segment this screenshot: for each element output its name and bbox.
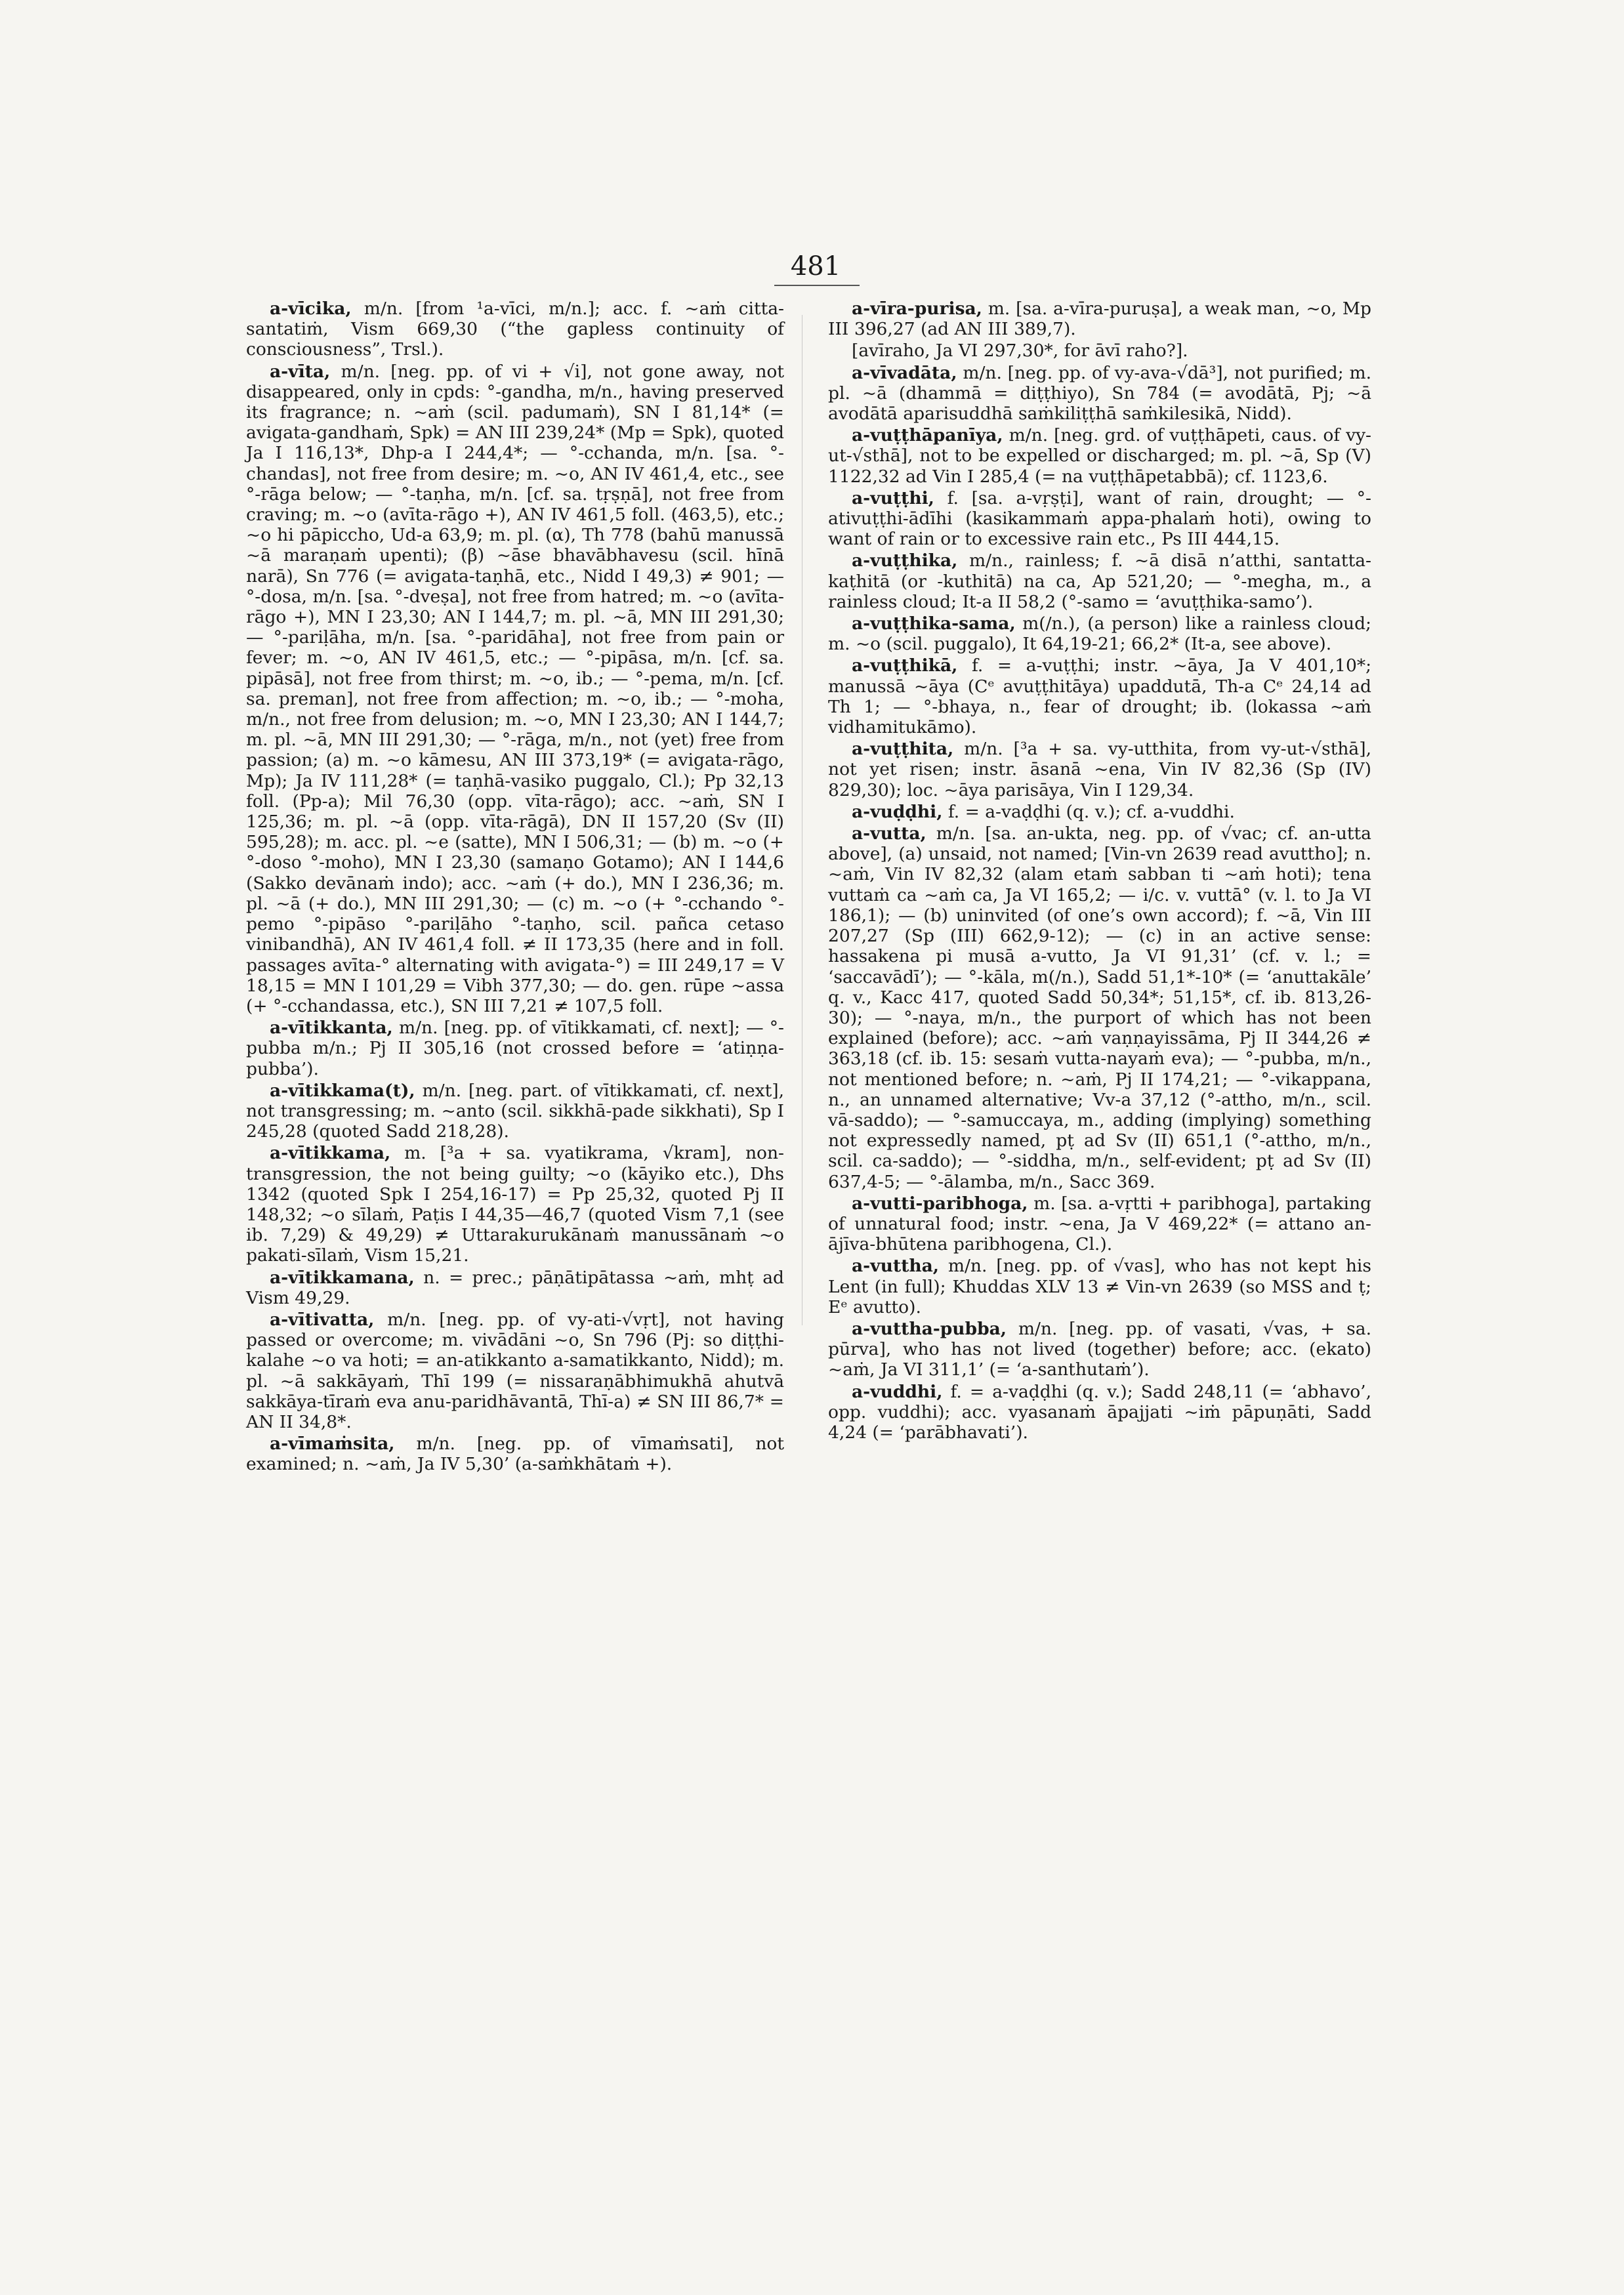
entry-headword: a-vītivatta, xyxy=(270,1309,375,1330)
dictionary-entry xyxy=(246,1268,784,1308)
entry-headword: a-vīcika, xyxy=(270,299,352,319)
entry-headword: a-vīvadāta, xyxy=(852,362,957,383)
entry-body: m/n. [neg. part. of vītikkamati, cf. next], not transgressing; m. ~anto (scil. sikkhā-pade sikkhati), Sp I 245,28 (quoted Sadd 218,28). xyxy=(246,1080,784,1142)
entry-body: m/n. [neg. pp. of vi + √i], not gone away, not disappeared, only in cpds: °-gandha, m/n., having preserved its fragrance; n. ~aṁ (scil. padumaṁ), SN I 81,14* (= avigata-gandhaṁ, Spk) = AN III 239,24* (Mp = Spk), quoted Ja I 116,13*, Dhp-a I 244,4*; — °-cchanda, m/n. [sa. °-chandas], not free from desire; m. ~o, AN IV 461,4, etc., see °-rāga below; — °-taṇha, m/n. [cf. sa. tṛṣṇā], not free from craving; m. ~o (avīta-rāgo +), AN IV 461,5 foll. (463,5), etc.; ~o hi pāpiccho, Ud-a 63,9; m. pl. (α), Th 778 (bahū manussā ~ā maraṇaṁ upenti); (β) ~āse bhavābhavesu (scil. hīnā narā), Sn 776 (= avigata-taṇhā, etc., Nidd I 49,3) ≠ 901; — °-dosa, m/n. [sa. °-dveṣa], not free from hatred; m. ~o (avīta-rāgo +), MN I 23,30; AN I 144,7; m. pl. ~ā, MN III 291,30; — °-pariḷāha, m/n. [sa. °-paridāha], not free from pain or fever; m. ~o, AN IV 461,5, etc.; — °-pipāsa, m/n. [cf. sa. pipāsā], not free from thirst; m. ~o, ib.; — °-pema, m/n. [cf. sa. preman], not free from affection; m. ~o, ib.; — °-moha, m/n., not free from delusion; m. ~o, MN I 23,30; AN I 144,7; m. pl. ~ā, MN III 291,30; — °-rāga, m/n., not (yet) free from passion; (a) m. ~o kāmesu, AN III 373,19* (= avigata-rāgo, Mp); Ja IV 111,28* (= taṇhā-vasiko puggalo, Cl.); Pp 32,13 foll. (Pp-a); Mil 76,30 (opp. vīta-rāgo); acc. ~aṁ, SN I 125,36; m. pl. ~ā (opp. vīta-rāgā), DN II 157,20 (Sv (II) 595,28); m. acc. pl. ~e (satte), MN I 506,31; — (b) m. ~o (+ °-doso °-moho), MN I 23,30 (samaṇo Gotamo); AN I 144,6 (Sakko devānaṁ indo); acc. ~aṁ (+ do.), MN I 236,36; m. pl. ~ā (+ do.), MN III 291,30; — (c) m. ~o (+ °-cchando °-pemo °-pipāso °-pariḷāho °-taṇho, scil. pañca cetaso vinibandhā), AN IV 461,4 foll. ≠ II 173,35 (here and in foll. passages avīta-° alternating with avigata-°) = III 249,17 = V 18,15 = MN I 101,29 = Vibh 377,30; — do. gen. rūpe ~assa (+ °-cchandassa, etc.), SN III 7,21 ≠ 107,5 foll. xyxy=(246,361,784,1016)
dictionary-entry xyxy=(828,1256,1371,1317)
entry-headword: a-vuṭṭhāpanīya, xyxy=(852,425,1003,446)
dictionary-entry xyxy=(246,1081,784,1142)
dictionary-entry xyxy=(828,363,1371,424)
entry-body: m/n. [neg. pp. of vīmaṁsati], not examined; n. ~aṁ, Ja IV 5,30’ (a-saṁkhātaṁ +). xyxy=(246,1434,784,1475)
entry-body: m. [sa. a-vṛtti + paribhoga], partaking of unnatural food; instr. ~ena, Ja V 469,22* (= attano an-ājīva-bhūtena paribhogena, Cl.). xyxy=(828,1193,1371,1255)
entry-body: m/n. [³a + sa. vy-utthita, from vy-ut-√sthā], not yet risen; instr. āsanā ~ena, Vin IV 82,36 (Sp (IV) 829,30); loc. ~āya parisāya, Vin I 129,34. xyxy=(828,739,1371,800)
entry-headword: a-vītikkamana, xyxy=(270,1267,415,1288)
entry-body: m. [³a + sa. vyatikrama, √kram], non-transgression, the not being guilty; ~o (kāyiko etc.), Dhs 1342 (quoted Spk I 254,16-17) = Pp 25,32, quoted Pj II 148,32; ~o sīlaṁ, Paṭis I 44,35—46,7 (quoted Vism 7,1 (see ib. 7,29) & 49,29) ≠ Uttarakurukānaṁ manussānaṁ ~o pakati-sīlaṁ, Vism 15,21. xyxy=(246,1143,784,1266)
entry-body: m/n. [from ¹a-vīci, m/n.]; acc. f. ~aṁ citta-santatiṁ, Vism 669,30 (“the gapless continuity of consciousness”, Trsl.). xyxy=(246,299,784,360)
page-number-rule xyxy=(774,285,860,286)
entry-body: m/n., rainless; f. ~ā disā n’atthi, santatta-kaṭhitā (or -kuthitā) na ca, Ap 521,20; — °-megha, m., a rainless cloud; It-a II 58,2 (°-samo = ‘avuṭṭhika-samo’). xyxy=(828,550,1371,612)
dictionary-entry xyxy=(828,1382,1371,1443)
entry-body: f. = a-vuṭṭhi; instr. ~āya, Ja V 401,10*; manussā ~āya (Cᵉ avuṭṭhitāya) upaddutā, Th-a Cᵉ 24,14 ad Th 1; — °-bhaya, n., fear of drought; ib. (lokassa ~aṁ vidhamitukāmo). xyxy=(828,655,1371,738)
entry-headword: a-vuṭṭhita, xyxy=(852,739,954,760)
dictionary-entry xyxy=(828,802,1371,822)
entry-headword: a-vītikkama(t), xyxy=(270,1080,415,1101)
dictionary-entry xyxy=(828,488,1371,550)
entry-headword: a-vuṭṭhikā, xyxy=(852,655,958,676)
dictionary-entry xyxy=(246,1434,784,1474)
entry-body: m(/n.), (a person) like a rainless cloud; m. ~o (scil. puggalo), It 64,19-21; 66,2* (It-a, see above). xyxy=(828,613,1371,655)
dictionary-entry xyxy=(828,613,1371,654)
entry-body: m/n. [neg. pp. of vy-ati-√vṛt], not having passed or overcome; m. vivādāni ~o, Sn 796 (Pj: so diṭṭhi-kalahe ~o va hoti; = an-atikkanto a-samatikkanto, Nidd); m. pl. ~ā sakkāyaṁ, Thī 199 (= nissaraṇābhimukhā ahutvā sakkāya-tīraṁ eva anu-paridhāvantā, Thī-a) ≠ SN III 86,7* = AN II 34,8*. xyxy=(246,1309,784,1432)
entry-headword: a-vutti-paribhoga, xyxy=(852,1193,1028,1214)
dictionary-entry xyxy=(246,299,784,360)
entry-headword: a-vuttha-pubba, xyxy=(852,1318,1007,1339)
entry-headword: a-vuṭṭhika-sama, xyxy=(852,613,1016,634)
entry-body: m. [sa. a-vīra-puruṣa], a weak man, ~o, Mp III 396,27 (ad AN III 389,7). xyxy=(828,299,1371,340)
entry-body: f. [sa. a-vṛṣṭi], want of rain, drought; — °-ativuṭṭhi-ādīhi (kasikammaṁ appa-phalaṁ hoti), owing to want of rain or to excessive rain etc., Ps III 444,15. xyxy=(828,487,1371,550)
entry-headword: a-vuṭṭhika, xyxy=(852,550,958,571)
entry-headword: a-vutta, xyxy=(852,823,927,844)
page-number: 481 xyxy=(790,251,841,281)
entry-body: m/n. [neg. pp. of √vas], who has not kept his Lent (in full); Khuddas XLV 13 ≠ Vin-vn 2639 (so MSS and ṭ; Eᵉ avutto). xyxy=(828,1256,1371,1317)
entry-headword: a-vītikkanta, xyxy=(270,1018,393,1039)
entry-body: m/n. [neg. pp. of vasati, √vas, + sa. pūrva], who has not lived (together) before; acc. (ekato) ~aṁ, Ja VI 311,1’ (= ‘a-santhutaṁ’). xyxy=(828,1318,1371,1380)
entry-body: f. = a-vaḍḍhi (q. v.); Sadd 248,11 (= ‘abhavo’, opp. vuddhi); acc. vyasanaṁ āpajjati ~iṁ pāpuṇāti, Sadd 4,24 (= ‘parābhavati’). xyxy=(828,1381,1371,1443)
dictionary-entry xyxy=(828,425,1371,487)
entry-headword: a-vīmaṁsita, xyxy=(270,1434,395,1455)
entry-body: m/n. [neg. grd. of vuṭṭhāpeti, caus. of vy-ut-√sthā], not to be expelled or discharged; m. pl. ~ā, Sp (V) 1122,32 ad Vin I 285,4 (= na vuṭṭhāpetabbā); cf. 1123,6. xyxy=(828,425,1371,487)
dictionary-entry xyxy=(828,1193,1371,1255)
entry-body: m/n. [neg. pp. of vy-ava-√dā³], not purified; m. pl. ~ā (dhammā = diṭṭhiyo), Sn 784 (= avodātā, Pj; ~ā avodātā aparisuddhā saṁkiliṭṭhā saṁkilesikā, Nidd). xyxy=(828,362,1371,424)
entry-headword: a-vuḍḍhi, xyxy=(852,801,943,822)
dictionary-entry xyxy=(828,823,1371,1192)
entry-headword: a-vīta, xyxy=(270,361,331,382)
dictionary-entry xyxy=(246,1310,784,1432)
dictionary-entry xyxy=(246,1143,784,1266)
entry-body: [avīraho, Ja VI 297,30*, for āvī raho?]. xyxy=(852,341,1188,362)
dictionary-entry xyxy=(828,655,1371,737)
dictionary-entry xyxy=(246,1018,784,1079)
entry-headword: a-vītikkama, xyxy=(270,1143,391,1164)
dictionary-entry xyxy=(828,550,1371,612)
entry-body: m/n. [neg. pp. of vītikkamati, cf. next]; — °-pubba m/n.; Pj II 305,16 (not crossed before = ‘atiṇṇa-pubba’). xyxy=(246,1018,784,1079)
dictionary-entry xyxy=(828,299,1371,339)
entry-body: n. = prec.; pāṇātipātassa ~aṁ, mhṭ ad Vism 49,29. xyxy=(246,1267,784,1308)
entry-headword: a-vuddhi, xyxy=(852,1381,943,1402)
dictionary-entry xyxy=(828,1319,1371,1380)
entry-headword: a-vuttha, xyxy=(852,1256,939,1277)
entry-body: f. = a-vaḍḍhi (q. v.); cf. a-vuddhi. xyxy=(942,801,1235,822)
entry-body: m/n. [sa. an-ukta, neg. pp. of √vac; cf. an-utta above], (a) unsaid, not named; [Vin-vn 2639 read avuttho]; n. ~aṁ, Vin IV 82,32 (alam etaṁ sabban ti ~aṁ hoti); tena vuttaṁ ca ~aṁ ca, Ja VI 165,2; — i/c. v. vuttā° (v. l. to Ja VI 186,1); — (b) uninvited (of one’s own accord); f. ~ā, Vin III 207,27 (Sp (III) 662,9-12); — (c) in an active sense: hassakena pi musā a-vutto, Ja VI 91,31’ (cf. v. l.; = ‘saccavādī’); — °-kāla, m(/n.), Sadd 51,1*-10* (= ‘anuttakāle’ q. v., Kacc 417, quoted Sadd 50,34*; 51,15*, cf. ib. 813,26-30); — °-naya, m/n., the purport of which has not been explained (before); acc. ~aṁ vaṇṇayissāma, Pj II 344,26 ≠ 363,18 (cf. ib. 15: sesaṁ vutta-nayaṁ eva); — °-pubba, m/n., not mentioned before; n. ~aṁ, Pj II 174,21; — °-vikappana, n., an unnamed alternative; Vv-a 37,12 (°-attho, m/n., scil. vā-saddo); — °-samuccaya, m., adding (implying) something not expressedly named, pṭ ad Sv (II) 651,1 (°-attho, m/n., scil. ca-saddo); — °-siddha, m/n., self-evident; pṭ ad Sv (II) 637,4-5; — °-ālamba, m/n., Sacc 369. xyxy=(828,823,1371,1192)
right-column xyxy=(828,299,1371,1444)
entry-headword: a-vuṭṭhi, xyxy=(852,487,934,508)
entry-headword: a-vīra-purisa, xyxy=(852,299,982,319)
dictionary-entry xyxy=(246,362,784,1017)
dictionary-entry xyxy=(828,341,1371,361)
left-column xyxy=(246,299,784,1476)
dictionary-entry xyxy=(828,739,1371,800)
